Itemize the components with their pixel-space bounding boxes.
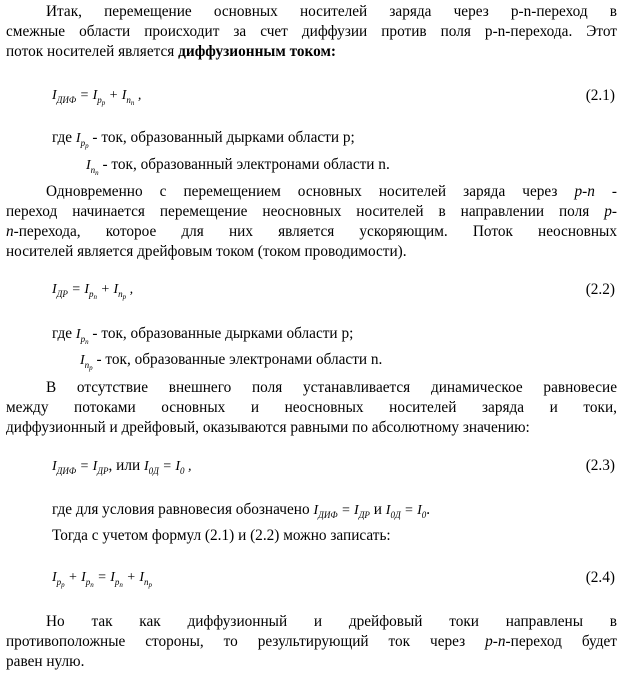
para3-line3: диффузионный и дрейфовый, оказываются равными по абсолютному значению: — [6, 419, 530, 436]
para2-line4: носителей является дрейфовым током (током проводимости). — [6, 243, 407, 260]
equation-2-1-number: (2.1) — [585, 87, 615, 104]
equation-2-3-number: (2.3) — [585, 457, 615, 474]
para1-line2: смежные области происходит за счет диффузии против поля р-n-перехода. Этот — [6, 23, 617, 40]
equation-2-4: $I_{p_p} + I_{p_n} = I_{p_n} + I_{n_p}$ — [52, 570, 152, 589]
para4-line1: Но так как диффузионный и дрейфовый токи направлены в — [46, 613, 617, 630]
equation-2-4-number: (2.4) — [585, 569, 615, 586]
para1-line3: поток носителей является диффузионным током: — [6, 43, 337, 60]
para3-line2: между потоками основных и неосновных носителей заряда и токи, — [6, 399, 617, 416]
equation-2-2-number: (2.2) — [585, 281, 615, 298]
para2-line2: переход начинается перемещение неосновных носителей в направлении поля p- — [6, 203, 617, 220]
para3-line1: В отсутствие внешнего поля устанавливается динамическое равновесие — [46, 379, 617, 396]
equation-2-2: $I_{ДР} = I_{p_n} + I_{n_p}$ , — [52, 282, 134, 301]
equation-2-3: $I_{ДИФ} = I_{ДР}$, или $I_{0Д} = I_0$ , — [52, 457, 192, 476]
where-ip-n: где $I_{p_n}$ - ток, образованные дырками области р; — [52, 325, 354, 346]
para4-line2: противоположные стороны, то результирующий ток через p-n-переход будет — [6, 633, 617, 650]
para2-line1: Одновременно с перемещением основных носителей заряда через p-n - — [46, 183, 618, 200]
then-line: Тогда с учетом формул (2.1) и (2.2) можно записать: — [52, 527, 391, 544]
where-in-p: $I_{n_p}$ - ток, образованные электронами области n. — [80, 351, 383, 372]
para1-line1: Итак, перемещение основных носителей заряда через р-n-переход в — [46, 3, 617, 20]
equilibrium-condition: где для условия равновесия обозначено $I_{ДИФ} = I_{ДР}$ и $I_{0Д} = I_0$. — [52, 501, 431, 520]
equation-2-1: $I_{ДИФ} = I_{p_p} + I_{n_n}$ , — [52, 88, 142, 107]
where-in-n: $I_{n_n}$ - ток, образованный электронами области n. — [86, 156, 390, 177]
para2-line3: n-перехода, которое для них является ускоряющим. Поток неосновных — [6, 223, 617, 240]
para4-line3: равен нулю. — [6, 653, 85, 670]
where-ip-p: где $I_{p_p}$ - ток, образованный дырками области р; — [52, 129, 355, 150]
diffusion-current-term: диффузионным током: — [178, 43, 337, 60]
